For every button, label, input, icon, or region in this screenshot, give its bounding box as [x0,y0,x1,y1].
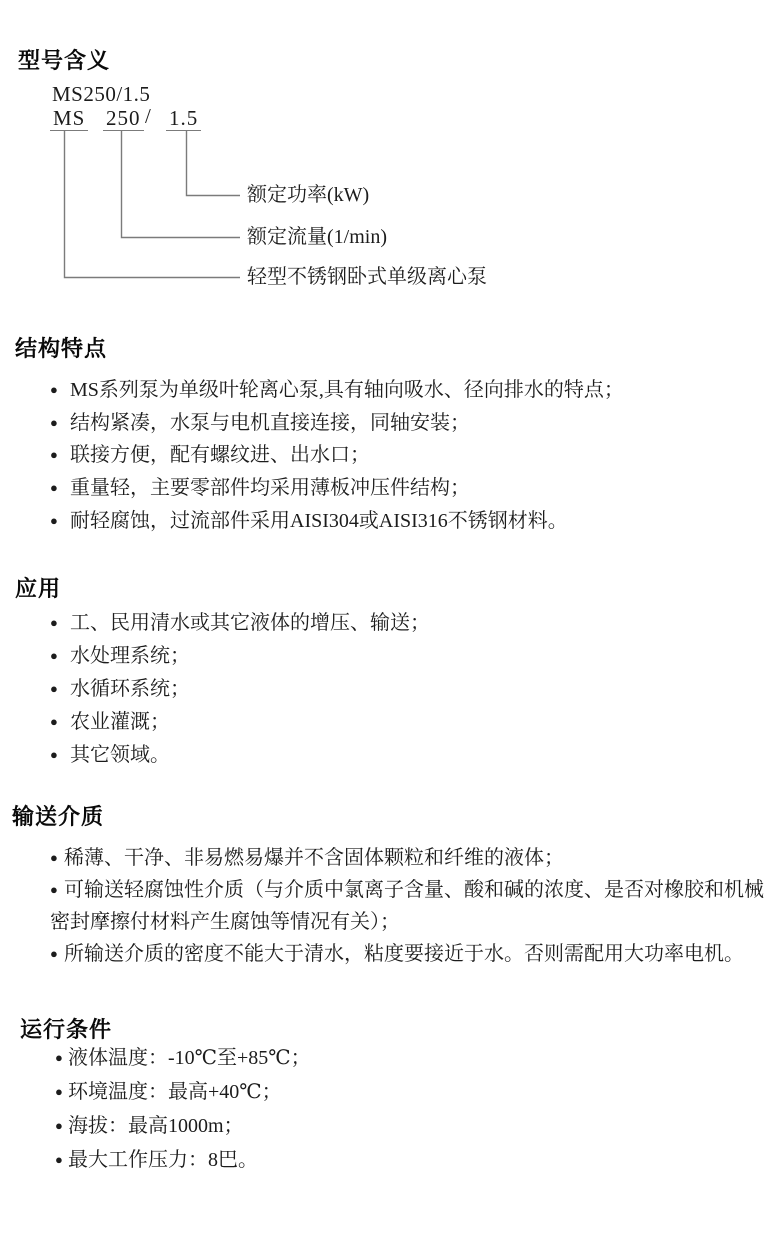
model-code-flow: 250 [103,109,144,131]
list-item [50,739,780,772]
model-example-text: MS250/1.5 [52,82,151,106]
list-item [55,1042,780,1076]
model-code-separator: / [145,104,151,128]
list-item [50,640,780,673]
list-item-text: 工、民用清水或其它液体的增压、输送； [70,612,430,634]
section-heading: 运行条件 [20,1017,113,1042]
section-heading: 结构特点 [15,336,108,361]
model-meaning-heading: 型号含义 [18,48,111,73]
bullet-icon: ● [50,480,58,496]
bullet-list [50,843,766,971]
bullet-icon: ● [55,1118,63,1133]
list-item [50,706,780,739]
list-item-text: 农业灌溉； [70,711,170,733]
bullet-icon: ● [50,946,58,961]
bullet-list [55,1042,780,1178]
list-item [50,506,780,539]
list-item-text: 稀薄、干净、非易燃易爆并不含固体颗粒和纤维的液体； [64,847,564,869]
bullet-icon: ● [50,615,58,630]
list-item-text: 其它领域。 [70,744,170,766]
bullet-icon: ● [55,1152,63,1167]
list-item-text: 耐轻腐蚀，过流部件采用AISI304或AISI316不锈钢材料。 [70,509,568,532]
list-item [50,843,766,875]
section-structural-features [0,334,780,539]
list-item-text: 最大工作压力：8巴。 [68,1149,258,1171]
bullet-icon: ● [50,714,58,729]
section-operating-conditions [0,1016,780,1178]
bullet-icon: ● [50,850,58,865]
model-code-power: 1.5 [166,109,201,131]
model-label-series: 轻型不锈钢卧式单级离心泵 [247,266,487,288]
bullet-icon: ● [50,382,58,397]
list-item [50,875,766,939]
list-item-text: 水处理系统； [70,645,190,667]
list-item-text: 水循环系统； [70,678,190,700]
list-item [50,673,780,706]
list-item [50,939,766,971]
connector-line-power [187,131,241,196]
list-item-text: 所输送介质的密度不能大于清水，粘度要接近于水。否则需配用大功率电机。 [64,943,744,965]
bullet-icon: ● [50,648,58,663]
section-applications [0,574,780,772]
list-item-text: 液体温度：-10℃至+85℃； [68,1047,311,1069]
bullet-icon: ● [50,414,58,430]
section-heading: 应用 [15,576,62,601]
list-item [55,1076,780,1110]
bullet-icon: ● [55,1084,63,1099]
list-item-text: 联接方便，配有螺纹进、出水口； [70,444,370,467]
bullet-list [50,375,780,539]
list-item [50,440,780,473]
model-connector-lines [0,0,780,300]
section-heading: 输送介质 [12,804,105,829]
list-item-text: 结构紧凑，水泵与电机直接连接，同轴安装； [70,411,470,434]
bullet-icon: ● [55,1050,63,1065]
model-label-power: 额定功率(kW) [247,184,370,206]
list-item-text: MS系列泵为单级叶轮离心泵,具有轴向吸水、径向排水的特点； [70,379,624,401]
list-item [50,375,780,408]
bullet-icon: ● [50,512,58,528]
list-item [50,473,780,506]
list-item-text: 海拔：最高1000m； [68,1115,244,1137]
list-item-text: 重量轻，主要零部件均采用薄板冲压件结构； [70,477,470,500]
connector-line-series [65,131,241,278]
model-label-flow: 额定流量(1/min) [247,226,387,248]
list-item-text: 可输送轻腐蚀性介质（与介质中氯离子含量、酸和碱的浓度、是否对橡胶和机械密封摩擦付材料产生腐蚀等情况有关）； [50,879,764,933]
bullet-icon: ● [50,447,58,463]
bullet-icon: ● [50,681,58,696]
bullet-icon: ● [50,747,58,762]
bullet-icon: ● [50,882,58,897]
list-item-text: 环境温度：最高+40℃； [68,1081,282,1103]
section-transport-media [0,802,780,971]
list-item [50,408,780,441]
list-item [55,1110,780,1144]
connector-line-flow [122,131,241,238]
list-item [55,1144,780,1178]
bullet-list [50,607,780,772]
list-item [50,607,780,640]
model-code-series: MS [50,109,88,131]
